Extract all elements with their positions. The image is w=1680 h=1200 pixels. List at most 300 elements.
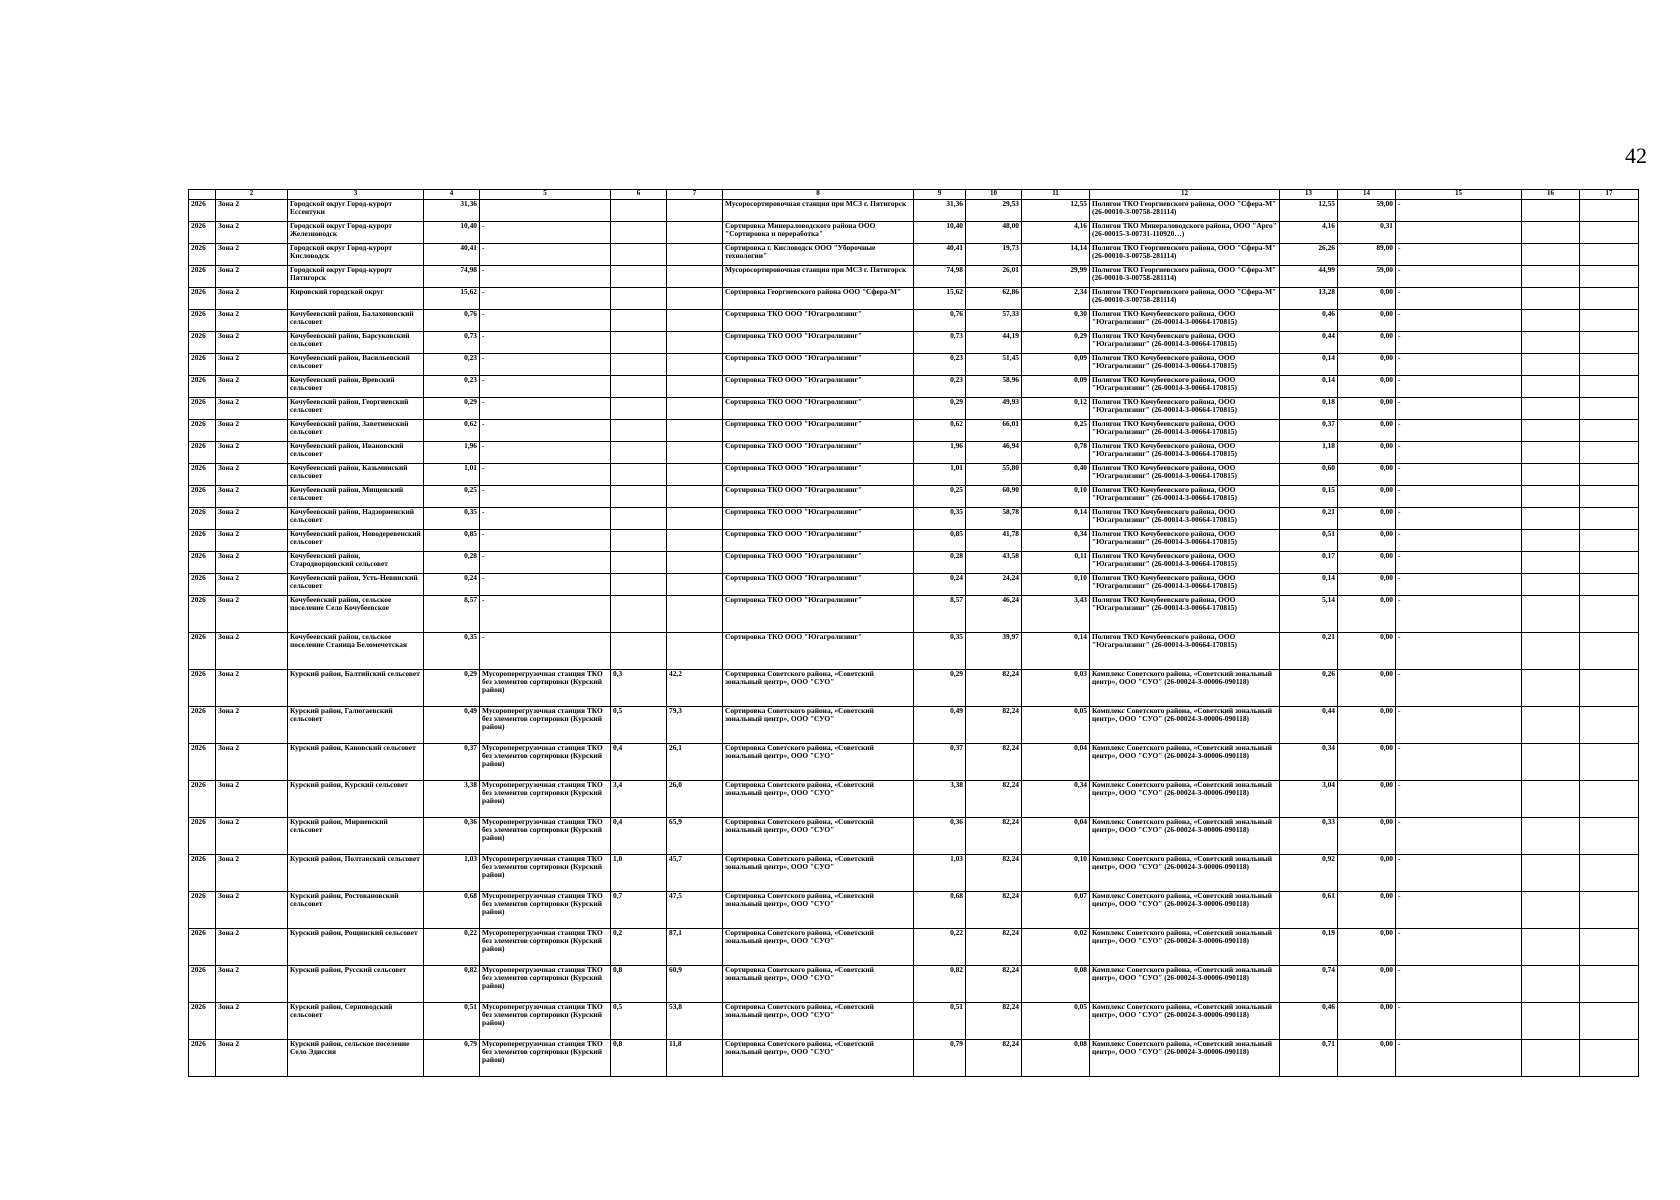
table-cell-c8: Сортировка ТКО ООО "Югагролизинг" xyxy=(723,464,914,486)
header-cell: 14 xyxy=(1338,190,1396,200)
table-cell-c9: 1,03 xyxy=(914,855,966,892)
table-cell-c5: - xyxy=(480,552,611,574)
table-cell-c13: 4,16 xyxy=(1280,222,1338,244)
table-cell-c2: Зона 2 xyxy=(216,744,288,781)
table-cell-c3: Курский район, Курский сельсовет xyxy=(288,781,424,818)
table-cell-c15: - xyxy=(1396,596,1522,633)
table-cell-c17 xyxy=(1580,266,1639,288)
table-cell-c12: Полигон ТКО Кочубеевского района, ООО "Югагролизинг" (26-00014-З-00664-170815) xyxy=(1090,332,1280,354)
table-cell-c5: Мусороперегрузочная станция ТКО без элементов сортировки (Курский район) xyxy=(480,1040,611,1077)
table-cell-c2: Зона 2 xyxy=(216,929,288,966)
table-row xyxy=(189,420,1639,442)
table-cell-c9: 1,01 xyxy=(914,464,966,486)
table-cell-c3: Кочубеевский район, Заветненский сельсовет xyxy=(288,420,424,442)
table-row xyxy=(189,332,1639,354)
table-cell-c1: 2026 xyxy=(189,398,216,420)
table-cell-c7 xyxy=(667,376,723,398)
table-cell-c3: Кочубеевский район, Георгиевский сельсовет xyxy=(288,398,424,420)
header-cell xyxy=(189,190,216,200)
table-cell-c8: Сортировка ТКО ООО "Югагролизинг" xyxy=(723,332,914,354)
table-cell-c2: Зона 2 xyxy=(216,200,288,222)
table-cell-c16 xyxy=(1522,288,1580,310)
table-cell-c7 xyxy=(667,508,723,530)
table-cell-c7 xyxy=(667,574,723,596)
table-cell-c4: 0,28 xyxy=(424,552,480,574)
table-cell-c11: 0,34 xyxy=(1022,530,1090,552)
table-cell-c14: 0,31 xyxy=(1338,222,1396,244)
table-cell-c1: 2026 xyxy=(189,222,216,244)
table-cell-c4: 40,41 xyxy=(424,244,480,266)
table-cell-c2: Зона 2 xyxy=(216,633,288,670)
table-cell-c10: 46,24 xyxy=(966,596,1022,633)
table-cell-c8: Сортировка Советского района, «Советский зональный центр», ООО "СУО" xyxy=(723,892,914,929)
table-row xyxy=(189,1040,1639,1077)
table-cell-c11: 0,09 xyxy=(1022,354,1090,376)
table-cell-c8: Мусоросортировочная станция при МСЗ г. Пятигорск xyxy=(723,266,914,288)
table-cell-c5: Мусороперегрузочная станция ТКО без элементов сортировки (Курский район) xyxy=(480,1003,611,1040)
table-cell-c17 xyxy=(1580,929,1639,966)
table-cell-c4: 0,29 xyxy=(424,398,480,420)
table-cell-c1: 2026 xyxy=(189,744,216,781)
table-cell-c7: 42,2 xyxy=(667,670,723,707)
table-cell-c13: 0,17 xyxy=(1280,552,1338,574)
table-cell-c17 xyxy=(1580,354,1639,376)
table-cell-c4: 1,01 xyxy=(424,464,480,486)
table-cell-c13: 12,55 xyxy=(1280,200,1338,222)
table-cell-c5: - xyxy=(480,574,611,596)
table-row xyxy=(189,744,1639,781)
page-number: 42 xyxy=(1625,143,1647,168)
table-cell-c4: 0,35 xyxy=(424,633,480,670)
table-row xyxy=(189,442,1639,464)
table-cell-c5: - xyxy=(480,310,611,332)
table-cell-c7 xyxy=(667,200,723,222)
table-cell-c10: 58,78 xyxy=(966,508,1022,530)
table-cell-c14: 0,00 xyxy=(1338,552,1396,574)
table-cell-c12: Полигон ТКО Кочубеевского района, ООО "Югагролизинг" (26-00014-З-00664-170815) xyxy=(1090,464,1280,486)
table-cell-c17 xyxy=(1580,633,1639,670)
table-cell-c17 xyxy=(1580,574,1639,596)
table-cell-c10: 60,90 xyxy=(966,486,1022,508)
table-cell-c8: Сортировка ТКО ООО "Югагролизинг" xyxy=(723,596,914,633)
table-cell-c8: Сортировка ТКО ООО "Югагролизинг" xyxy=(723,442,914,464)
table-cell-c6 xyxy=(611,376,667,398)
table-cell-c10: 49,93 xyxy=(966,398,1022,420)
table-cell-c8: Сортировка ТКО ООО "Югагролизинг" xyxy=(723,508,914,530)
table-cell-c15: - xyxy=(1396,707,1522,744)
table-cell-c11: 0,78 xyxy=(1022,442,1090,464)
header-cell: 7 xyxy=(667,190,723,200)
table-cell-c7 xyxy=(667,332,723,354)
table-cell-c16 xyxy=(1522,332,1580,354)
table-cell-c17 xyxy=(1580,244,1639,266)
table-cell-c14: 0,00 xyxy=(1338,310,1396,332)
table-row xyxy=(189,486,1639,508)
table-cell-c3: Городской округ Город-курорт Пятигорск xyxy=(288,266,424,288)
table-cell-c11: 0,25 xyxy=(1022,420,1090,442)
table-cell-c2: Зона 2 xyxy=(216,818,288,855)
table-cell-c14: 0,00 xyxy=(1338,929,1396,966)
table-cell-c1: 2026 xyxy=(189,633,216,670)
table-cell-c1: 2026 xyxy=(189,552,216,574)
table-cell-c15: - xyxy=(1396,530,1522,552)
table-cell-c14: 0,00 xyxy=(1338,707,1396,744)
table-cell-c3: Кочубеевский район, Усть-Невинский сельсовет xyxy=(288,574,424,596)
table-cell-c8: Сортировка Советского района, «Советский зональный центр», ООО "СУО" xyxy=(723,966,914,1003)
table-cell-c15: - xyxy=(1396,332,1522,354)
table-cell-c16 xyxy=(1522,486,1580,508)
table-cell-c10: 82,24 xyxy=(966,670,1022,707)
table-cell-c4: 0,24 xyxy=(424,574,480,596)
table-cell-c13: 0,74 xyxy=(1280,966,1338,1003)
table-cell-c5: - xyxy=(480,486,611,508)
table-cell-c5: Мусороперегрузочная станция ТКО без элементов сортировки (Курский район) xyxy=(480,744,611,781)
table-cell-c17 xyxy=(1580,892,1639,929)
table-cell-c15: - xyxy=(1396,1040,1522,1077)
table-cell-c6 xyxy=(611,596,667,633)
table-row xyxy=(189,310,1639,332)
table-cell-c2: Зона 2 xyxy=(216,354,288,376)
table-cell-c4: 3,38 xyxy=(424,781,480,818)
table-cell-c15: - xyxy=(1396,781,1522,818)
table-cell-c13: 0,71 xyxy=(1280,1040,1338,1077)
table-cell-c15: - xyxy=(1396,966,1522,1003)
table-cell-c11: 0,04 xyxy=(1022,818,1090,855)
table-cell-c4: 0,73 xyxy=(424,332,480,354)
table-cell-c8: Сортировка Советского района, «Советский зональный центр», ООО "СУО" xyxy=(723,744,914,781)
table-cell-c3: Кочубеевский район, Новодеревенский сельсовет xyxy=(288,530,424,552)
table-cell-c12: Комплекс Советского района, «Советский зональный центр», ООО "СУО" (26-00024-З-00006-090118) xyxy=(1090,781,1280,818)
table-cell-c6 xyxy=(611,244,667,266)
table-cell-c7: 47,5 xyxy=(667,892,723,929)
table-cell-c9: 10,40 xyxy=(914,222,966,244)
table-cell-c3: Курский район, Русский сельсовет xyxy=(288,966,424,1003)
table-cell-c10: 82,24 xyxy=(966,707,1022,744)
table-cell-c8: Сортировка ТКО ООО "Югагролизинг" xyxy=(723,376,914,398)
table-cell-c10: 82,24 xyxy=(966,929,1022,966)
table-cell-c15: - xyxy=(1396,486,1522,508)
table-cell-c6: 0,5 xyxy=(611,707,667,744)
table-cell-c16 xyxy=(1522,442,1580,464)
table-cell-c1: 2026 xyxy=(189,486,216,508)
table-cell-c15: - xyxy=(1396,508,1522,530)
table-cell-c1: 2026 xyxy=(189,596,216,633)
table-cell-c5: - xyxy=(480,508,611,530)
table-cell-c2: Зона 2 xyxy=(216,1003,288,1040)
table-cell-c13: 0,34 xyxy=(1280,744,1338,781)
table-cell-c9: 0,36 xyxy=(914,818,966,855)
table-cell-c13: 0,33 xyxy=(1280,818,1338,855)
table-cell-c11: 0,08 xyxy=(1022,966,1090,1003)
table-cell-c5: Мусороперегрузочная станция ТКО без элементов сортировки (Курский район) xyxy=(480,670,611,707)
table-cell-c7 xyxy=(667,530,723,552)
table-row xyxy=(189,966,1639,1003)
table-cell-c8: Сортировка Минераловодского района ООО "Сортировка и переработка" xyxy=(723,222,914,244)
table-cell-c3: Городской округ Город-курорт Кисловодск xyxy=(288,244,424,266)
table-cell-c13: 26,26 xyxy=(1280,244,1338,266)
table-cell-c17 xyxy=(1580,855,1639,892)
table-cell-c11: 3,43 xyxy=(1022,596,1090,633)
table-cell-c13: 0,44 xyxy=(1280,332,1338,354)
table-cell-c12: Комплекс Советского района, «Советский зональный центр», ООО "СУО" (26-00024-З-00006-090118) xyxy=(1090,929,1280,966)
table-cell-c16 xyxy=(1522,966,1580,1003)
table-cell-c8: Мусоросортировочная станция при МСЗ г. Пятигорск xyxy=(723,200,914,222)
table-cell-c12: Комплекс Советского района, «Советский зональный центр», ООО "СУО" (26-00024-З-00006-090118) xyxy=(1090,855,1280,892)
table-cell-c15: - xyxy=(1396,464,1522,486)
table-cell-c13: 13,28 xyxy=(1280,288,1338,310)
table-cell-c12: Полигон ТКО Кочубеевского района, ООО "Югагролизинг" (26-00014-З-00664-170815) xyxy=(1090,442,1280,464)
table-cell-c11: 0,12 xyxy=(1022,398,1090,420)
table-cell-c14: 0,00 xyxy=(1338,670,1396,707)
table-cell-c5: - xyxy=(480,464,611,486)
table-cell-c9: 0,35 xyxy=(914,508,966,530)
table-cell-c3: Курский район, Кановский сельсовет xyxy=(288,744,424,781)
table-cell-c9: 0,37 xyxy=(914,744,966,781)
table-cell-c7 xyxy=(667,310,723,332)
table-cell-c17 xyxy=(1580,398,1639,420)
table-cell-c7: 53,8 xyxy=(667,1003,723,1040)
table-cell-c17 xyxy=(1580,310,1639,332)
table-cell-c3: Кочубеевский район, Барсуковский сельсовет xyxy=(288,332,424,354)
table-cell-c9: 0,22 xyxy=(914,929,966,966)
table-cell-c8: Сортировка Советского района, «Советский зональный центр», ООО "СУО" xyxy=(723,707,914,744)
table-cell-c8: Сортировка Советского района, «Советский зональный центр», ООО "СУО" xyxy=(723,818,914,855)
table-cell-c11: 0,03 xyxy=(1022,670,1090,707)
table-cell-c15: - xyxy=(1396,420,1522,442)
table-cell-c17 xyxy=(1580,670,1639,707)
table-row xyxy=(189,222,1639,244)
table-cell-c14: 0,00 xyxy=(1338,398,1396,420)
table-cell-c2: Зона 2 xyxy=(216,855,288,892)
table-cell-c5: - xyxy=(480,420,611,442)
table-cell-c10: 82,24 xyxy=(966,1040,1022,1077)
table-cell-c9: 40,41 xyxy=(914,244,966,266)
table-cell-c2: Зона 2 xyxy=(216,222,288,244)
table-cell-c14: 0,00 xyxy=(1338,420,1396,442)
header-cell: 13 xyxy=(1280,190,1338,200)
table-cell-c9: 0,29 xyxy=(914,398,966,420)
table-cell-c5: Мусороперегрузочная станция ТКО без элементов сортировки (Курский район) xyxy=(480,966,611,1003)
table-cell-c15 xyxy=(1396,222,1522,244)
table-cell-c13: 0,26 xyxy=(1280,670,1338,707)
table-cell-c16 xyxy=(1522,707,1580,744)
table-cell-c15: - xyxy=(1396,552,1522,574)
table-cell-c16 xyxy=(1522,552,1580,574)
table-cell-c12: Полигон ТКО Кочубеевского района, ООО "Югагролизинг" (26-00014-З-00664-170815) xyxy=(1090,574,1280,596)
table-cell-c2: Зона 2 xyxy=(216,508,288,530)
table-cell-c7 xyxy=(667,486,723,508)
table-cell-c2: Зона 2 xyxy=(216,892,288,929)
table-cell-c14: 0,00 xyxy=(1338,596,1396,633)
table-cell-c6 xyxy=(611,574,667,596)
table-cell-c15: - xyxy=(1396,633,1522,670)
table-cell-c17 xyxy=(1580,464,1639,486)
table-cell-c15: - xyxy=(1396,200,1522,222)
header-cell: 11 xyxy=(1022,190,1090,200)
table-cell-c3: Кочубеевский район, Вревский сельсовет xyxy=(288,376,424,398)
table-cell-c2: Зона 2 xyxy=(216,288,288,310)
table-cell-c6 xyxy=(611,552,667,574)
table-cell-c9: 8,57 xyxy=(914,596,966,633)
table-cell-c13: 0,15 xyxy=(1280,486,1338,508)
table-row xyxy=(189,508,1639,530)
table-cell-c4: 74,98 xyxy=(424,266,480,288)
table-cell-c4: 1,96 xyxy=(424,442,480,464)
table-cell-c16 xyxy=(1522,1040,1580,1077)
table-cell-c8: Сортировка Советского района, «Советский зональный центр», ООО "СУО" xyxy=(723,1040,914,1077)
table-cell-c3: Кочубеевский район, сельское поселение Станица Беломечетская xyxy=(288,633,424,670)
table-cell-c9: 1,96 xyxy=(914,442,966,464)
table-cell-c14: 0,00 xyxy=(1338,892,1396,929)
table-cell-c6 xyxy=(611,200,667,222)
table-row xyxy=(189,354,1639,376)
table-cell-c1: 2026 xyxy=(189,332,216,354)
table-row xyxy=(189,1003,1639,1040)
table-cell-c9: 0,25 xyxy=(914,486,966,508)
table-row xyxy=(189,781,1639,818)
table-cell-c10: 82,24 xyxy=(966,966,1022,1003)
table-cell-c10: 46,94 xyxy=(966,442,1022,464)
table-cell-c7 xyxy=(667,442,723,464)
table-cell-c14: 59,00 xyxy=(1338,200,1396,222)
table-cell-c4: 0,76 xyxy=(424,310,480,332)
table-cell-c16 xyxy=(1522,420,1580,442)
table-cell-c17 xyxy=(1580,966,1639,1003)
table-cell-c17 xyxy=(1580,200,1639,222)
table-cell-c17 xyxy=(1580,332,1639,354)
table-cell-c15: - xyxy=(1396,442,1522,464)
table-cell-c13: 0,60 xyxy=(1280,464,1338,486)
table-cell-c13: 0,18 xyxy=(1280,398,1338,420)
table-cell-c14: 0,00 xyxy=(1338,781,1396,818)
table-cell-c12: Полигон ТКО Кочубеевского района, ООО "Югагролизинг" (26-00014-З-00664-170815) xyxy=(1090,486,1280,508)
table-cell-c12: Комплекс Советского района, «Советский зональный центр», ООО "СУО" (26-00024-З-00006-090118) xyxy=(1090,1040,1280,1077)
table-cell-c16 xyxy=(1522,508,1580,530)
table-cell-c15: - xyxy=(1396,266,1522,288)
table-cell-c14: 0,00 xyxy=(1338,530,1396,552)
table-cell-c10: 41,78 xyxy=(966,530,1022,552)
table-cell-c10: 39,97 xyxy=(966,633,1022,670)
table-cell-c17 xyxy=(1580,420,1639,442)
table-cell-c11: 0,04 xyxy=(1022,744,1090,781)
table-cell-c12: Комплекс Советского района, «Советский зональный центр», ООО "СУО" (26-00024-З-00006-090118) xyxy=(1090,1003,1280,1040)
table-cell-c13: 0,61 xyxy=(1280,892,1338,929)
table-cell-c10: 51,45 xyxy=(966,354,1022,376)
table-cell-c7 xyxy=(667,266,723,288)
table-cell-c3: Городской округ Город-курорт Железноводск xyxy=(288,222,424,244)
table-cell-c16 xyxy=(1522,781,1580,818)
table-cell-c13: 1,18 xyxy=(1280,442,1338,464)
table-cell-c14: 0,00 xyxy=(1338,288,1396,310)
table-cell-c7 xyxy=(667,464,723,486)
table-cell-c4: 0,68 xyxy=(424,892,480,929)
table-cell-c12: Полигон ТКО Кочубеевского района, ООО "Югагролизинг" (26-00014-З-00664-170815) xyxy=(1090,508,1280,530)
table-cell-c3: Курский район, Ростовановский сельсовет xyxy=(288,892,424,929)
table-cell-c2: Зона 2 xyxy=(216,707,288,744)
table-cell-c16 xyxy=(1522,376,1580,398)
table-cell-c1: 2026 xyxy=(189,442,216,464)
table-cell-c6 xyxy=(611,266,667,288)
table-cell-c7: 11,8 xyxy=(667,1040,723,1077)
table-cell-c8: Сортировка ТКО ООО "Югагролизинг" xyxy=(723,354,914,376)
waste-flow-table xyxy=(188,189,1639,1077)
table-cell-c8: Сортировка ТКО ООО "Югагролизинг" xyxy=(723,574,914,596)
table-cell-c2: Зона 2 xyxy=(216,596,288,633)
table-cell-c12: Комплекс Советского района, «Советский зональный центр», ООО "СУО" (26-00024-З-00006-090118) xyxy=(1090,818,1280,855)
table-cell-c8: Сортировка ТКО ООО "Югагролизинг" xyxy=(723,486,914,508)
table-cell-c10: 29,53 xyxy=(966,200,1022,222)
table-cell-c3: Кочубеевский район, Мищенский сельсовет xyxy=(288,486,424,508)
table-cell-c13: 44,99 xyxy=(1280,266,1338,288)
table-cell-c13: 0,14 xyxy=(1280,354,1338,376)
table-row xyxy=(189,530,1639,552)
header-cell: 3 xyxy=(288,190,424,200)
table-row xyxy=(189,633,1639,670)
table-cell-c11: 0,07 xyxy=(1022,892,1090,929)
table-cell-c14: 0,00 xyxy=(1338,855,1396,892)
table-cell-c8: Сортировка ТКО ООО "Югагролизинг" xyxy=(723,530,914,552)
table-cell-c15: - xyxy=(1396,744,1522,781)
table-cell-c4: 0,37 xyxy=(424,744,480,781)
table-cell-c17 xyxy=(1580,1003,1639,1040)
table-cell-c3: Кочубеевский район, Казьминский сельсовет xyxy=(288,464,424,486)
table-cell-c6 xyxy=(611,530,667,552)
table-cell-c17 xyxy=(1580,508,1639,530)
table-cell-c10: 82,24 xyxy=(966,781,1022,818)
table-cell-c5: Мусороперегрузочная станция ТКО без элементов сортировки (Курский район) xyxy=(480,707,611,744)
table-cell-c11: 29,99 xyxy=(1022,266,1090,288)
table-cell-c9: 0,82 xyxy=(914,966,966,1003)
table-cell-c16 xyxy=(1522,354,1580,376)
table-cell-c5: - xyxy=(480,398,611,420)
table-cell-c1: 2026 xyxy=(189,855,216,892)
table-cell-c13: 0,92 xyxy=(1280,855,1338,892)
table-cell-c10: 48,00 xyxy=(966,222,1022,244)
table-row xyxy=(189,464,1639,486)
table-cell-c9: 3,38 xyxy=(914,781,966,818)
table-cell-c9: 0,79 xyxy=(914,1040,966,1077)
table-row xyxy=(189,855,1639,892)
table-cell-c7 xyxy=(667,420,723,442)
table-cell-c1: 2026 xyxy=(189,420,216,442)
table-cell-c16 xyxy=(1522,200,1580,222)
table-cell-c6 xyxy=(611,398,667,420)
table-cell-c8: Сортировка Советского района, «Советский зональный центр», ООО "СУО" xyxy=(723,670,914,707)
table-cell-c14: 0,00 xyxy=(1338,1003,1396,1040)
table-cell-c5: - xyxy=(480,244,611,266)
table-cell-c7 xyxy=(667,354,723,376)
table-cell-c7: 26,1 xyxy=(667,744,723,781)
table-cell-c4: 15,62 xyxy=(424,288,480,310)
table-cell-c9: 0,73 xyxy=(914,332,966,354)
table-cell-c12: Полигон ТКО Минераловодского района, ООО "Арго" (26-00015-З-00731-110920…) xyxy=(1090,222,1280,244)
table-cell-c1: 2026 xyxy=(189,892,216,929)
table-cell-c5: - xyxy=(480,354,611,376)
table-cell-c6 xyxy=(611,288,667,310)
table-cell-c12: Комплекс Советского района, «Советский зональный центр», ООО "СУО" (26-00024-З-00006-090118) xyxy=(1090,744,1280,781)
table-cell-c4: 0,29 xyxy=(424,670,480,707)
table-cell-c3: Курский район, сельское поселение Село Эдиссия xyxy=(288,1040,424,1077)
table-cell-c1: 2026 xyxy=(189,244,216,266)
table-cell-c7: 65,9 xyxy=(667,818,723,855)
table-cell-c1: 2026 xyxy=(189,376,216,398)
table-cell-c1: 2026 xyxy=(189,1003,216,1040)
table-cell-c14: 0,00 xyxy=(1338,486,1396,508)
table-cell-c11: 0,29 xyxy=(1022,332,1090,354)
table-row xyxy=(189,929,1639,966)
table-cell-c6: 0,8 xyxy=(611,1040,667,1077)
table-cell-c9: 0,23 xyxy=(914,354,966,376)
